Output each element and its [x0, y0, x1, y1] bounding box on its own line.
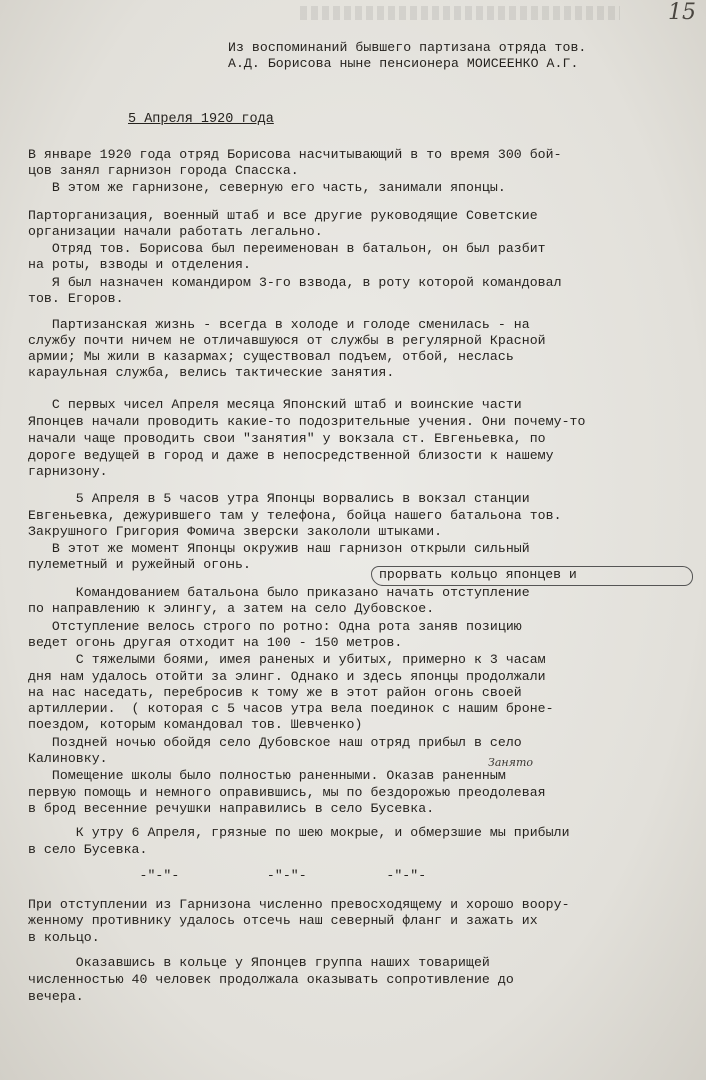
text-line: по направлению к элингу, а затем на село Дубовское.	[28, 601, 435, 616]
text-line: Я был назначен командиром 3-го взвода, в роту которой командовал	[28, 275, 562, 290]
text-line: армии; Мы жили в казармах; существовал подъем, отбой, неслась	[28, 349, 514, 364]
text-line: цов занял гарнизон города Спасска.	[28, 163, 299, 178]
text-line: гарнизону.	[28, 464, 108, 479]
faded-header-stamp	[300, 6, 620, 20]
text-line: в село Бусевка.	[28, 842, 148, 857]
text-line: В январе 1920 года отряд Борисова насчитывающий в то время 300 бой-	[28, 147, 562, 162]
text-line: Поздней ночью обойдя село Дубовское наш отряд прибыл в село	[28, 735, 522, 750]
text-line: дня нам удалось отойти за элинг. Однако и здесь японцы продолжали	[28, 669, 546, 684]
document-date-title: 5 Апреля 1920 года	[128, 112, 274, 127]
text-line: К утру 6 Апреля, грязные по шею мокрые, и обмерзшие мы прибыли	[28, 825, 570, 840]
text-line: С тяжелыми боями, имея раненых и убитых, примерно к 3 часам	[28, 652, 546, 667]
handwritten-above-line: Занято	[488, 756, 533, 769]
text-line: в брод весенние речушки направились в село Бусевка.	[28, 801, 435, 816]
text-line: артиллерии. ( которая с 5 часов утра вела поединок с нашим броне-	[28, 701, 554, 716]
text-line: начали чаще проводить свои "занятия" у вокзала ст. Евгеньевка, по	[28, 431, 546, 446]
text-line: В этот же момент Японцы окружив наш гарнизон открыли сильный	[28, 541, 530, 556]
page-number: 15	[668, 0, 696, 25]
header-line-1: Из воспоминаний бывшего партизана отряда тов.	[228, 40, 587, 55]
section-divider: -"-"- -"-"- -"-"-	[28, 868, 427, 883]
text-line: Калиновку.	[28, 751, 108, 766]
text-line: на роты, взводы и отделения.	[28, 257, 251, 272]
text-line: на нас наседать, перебросив к тому же в этот район огонь своей	[28, 685, 522, 700]
text-line: караульная служба, велись тактические занятия.	[28, 365, 395, 380]
text-line: Оказавшись в кольце у Японцев группа наших товарищей	[28, 955, 490, 970]
text-line: При отступлении из Гарнизона численно превосходящему и хорошо воору-	[28, 897, 570, 912]
text-line: вечера.	[28, 989, 84, 1004]
text-line: женному противнику удалось отсечь наш северный фланг и зажать их	[28, 913, 538, 928]
text-line: тов. Егоров.	[28, 291, 124, 306]
text-line: С первых чисел Апреля месяца Японский штаб и воинские части	[28, 397, 522, 412]
text-line: поездом, которым командовал тов. Шевченко)	[28, 717, 363, 732]
text-line: Евгеньевка, дежурившего там у телефона, бойца нашего батальона тов.	[28, 508, 562, 523]
text-line: ведет огонь другая отходит на 100 - 150 метров.	[28, 635, 403, 650]
text-line: Помещение школы было полностью раненными. Оказав раненным	[28, 768, 506, 783]
text-line: 5 Апреля в 5 часов утра Японцы ворвались в вокзал станции	[28, 491, 530, 506]
handwritten-insert-text: прорвать кольцо японцев и	[379, 567, 577, 582]
text-line: первую помощь и немного оправившись, мы по бездорожью преодолевая	[28, 785, 546, 800]
text-line: Закрушного Григория Фомича зверски закололи штыками.	[28, 524, 443, 539]
text-line: Японцев начали проводить какие-то подозрительные учения. Они почему-то	[28, 414, 586, 429]
text-line: в кольцо.	[28, 930, 100, 945]
text-line: В этом же гарнизоне, северную его часть, занимали японцы.	[28, 180, 506, 195]
text-line: дороге ведущей в город и даже в непосредственной близости к нашему	[28, 448, 554, 463]
text-line: организации начали работать легально.	[28, 224, 323, 239]
text-line: Отряд тов. Борисова был переименован в батальон, он был разбит	[28, 241, 546, 256]
text-line: численностью 40 человек продолжала оказывать сопротивление до	[28, 972, 514, 987]
text-line: Партизанская жизнь - всегда в холоде и голоде сменилась - на	[28, 317, 530, 332]
text-line: пулеметный и ружейный огонь.	[28, 557, 251, 572]
text-line: службу почти ничем не отличавшуюся от службы в регулярной Красной	[28, 333, 546, 348]
text-line: Парторганизация, военный штаб и все другие руководящие Советские	[28, 208, 538, 223]
text-line: Отступление велось строго по ротно: Одна рота заняв позицию	[28, 619, 522, 634]
header-line-2: А.Д. Борисова ныне пенсионера МОИСЕЕНКО А.Г.	[228, 56, 579, 71]
text-line: Командованием батальона было приказано начать отступление	[28, 585, 530, 600]
